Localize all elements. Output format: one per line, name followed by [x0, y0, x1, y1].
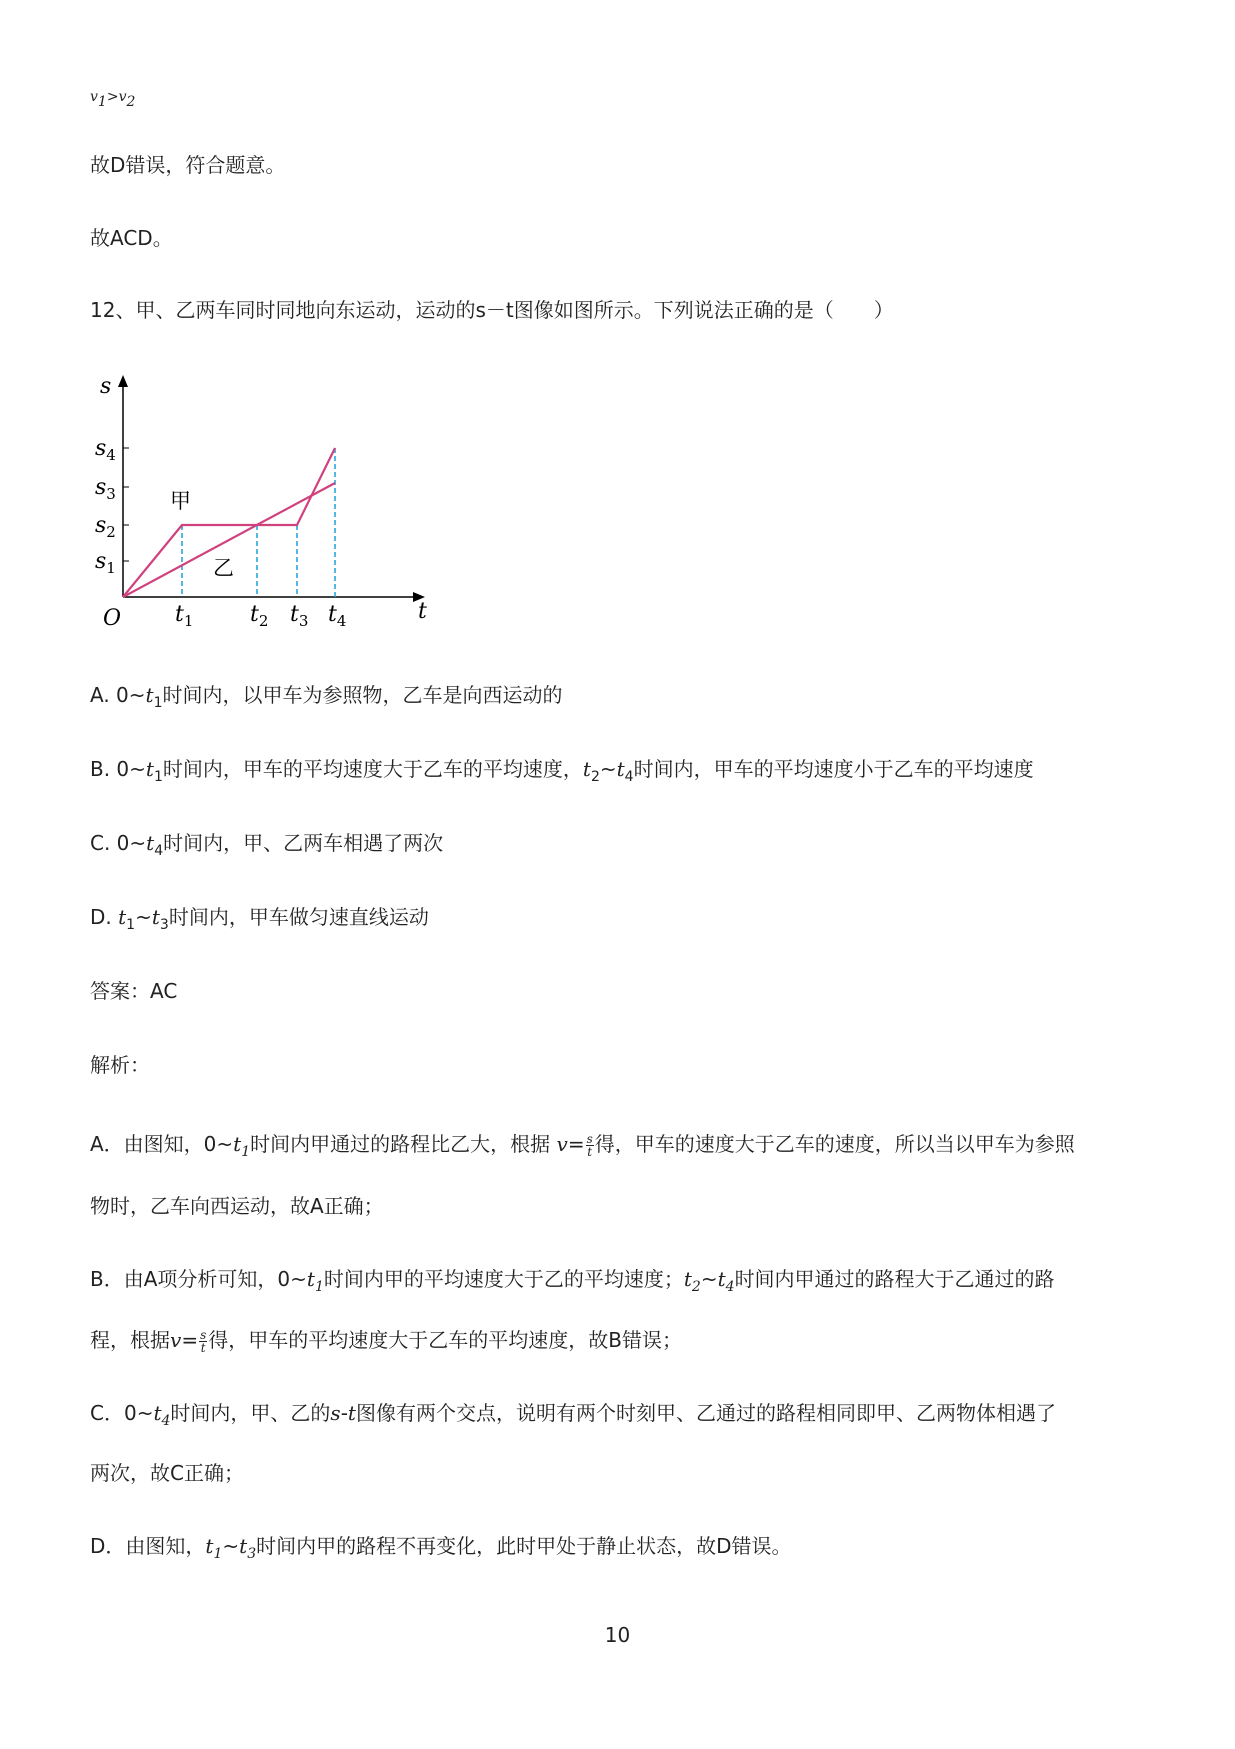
option-d: D. $t_1\sim t_3$时间内，甲车做匀速直线运动 [90, 905, 429, 933]
paragraph-d-wrong: 故D错误，符合题意。 [90, 153, 286, 177]
x-label-t1: $t_1$ [175, 602, 194, 630]
y-label-s2: $s_2$ [95, 513, 116, 541]
origin-label: O [103, 606, 122, 631]
velocity-compare: $v_1>v_2$ [90, 89, 136, 110]
question-12: 12、甲、乙两车同时同地向东运动，运动的s－t图像如图所示。下列说法正确的是（ ） [90, 298, 894, 322]
option-b: B. $0\sim t_1$时间内，甲车的平均速度大于乙车的平均速度，$t_2\sim t_4$时间内，甲车的平均速度小于乙车的平均速度 [90, 757, 1034, 785]
answer: 答案：AC [90, 979, 178, 1003]
explanation-d: D．由图知，$t_1\sim t_3$时间内甲的路程不再变化，此时甲处于静止状态，故D错误。 [90, 1534, 792, 1562]
page-number: 10 [604, 1623, 631, 1647]
axis-label-s: s [100, 374, 112, 399]
x-label-t2: $t_2$ [250, 602, 269, 630]
y-label-s4: $s_4$ [95, 436, 116, 464]
paragraph-acd: 故ACD。 [90, 226, 173, 250]
x-label-t4: $t_4$ [328, 602, 347, 630]
y-label-s3: $s_3$ [95, 475, 116, 503]
axis-label-t: t [418, 599, 427, 624]
x-label-t3: $t_3$ [290, 602, 309, 630]
explanation-a-line1: A．由图知，$0\sim t_1$时间内甲通过的路程比乙大，根据 v= $\frac{s}{t}$ 得，甲车的速度大于乙车的速度，所以当以甲车为参照 [90, 1132, 1075, 1160]
analysis-heading: 解析： [90, 1053, 150, 1077]
explanation-c-line2: 两次，故C正确； [90, 1461, 244, 1485]
y-label-s1: $s_1$ [95, 549, 116, 577]
label-yi: 乙 [213, 556, 234, 580]
st-graph [95, 365, 435, 645]
explanation-b-line2: 程，根据v= $\frac{s}{t}$ 得，甲车的平均速度大于乙车的平均速度，故B错误； [90, 1328, 682, 1355]
explanation-c-line1: C．$0\sim t_4$时间内，甲、乙的s-t图像有两个交点，说明有两个时刻甲、乙通过的路程相同即甲、乙两物体相遇了 [90, 1401, 1056, 1429]
option-c: C. $0\sim t_4$时间内，甲、乙两车相遇了两次 [90, 831, 444, 859]
option-a: A. $0\sim t_1$时间内，以甲车为参照物，乙车是向西运动的 [90, 683, 563, 711]
explanation-b-line1: B．由A项分析可知，$0\sim t_1$时间内甲的平均速度大于乙的平均速度；$t_2\sim t_4$时间内甲通过的路程大于乙通过的路 [90, 1267, 1055, 1295]
fraction-s-over-t: $\frac{s}{t}$ [586, 1132, 593, 1159]
explanation-a-line2: 物时，乙车向西运动，故A正确； [90, 1194, 384, 1218]
y-axis-arrow [118, 375, 128, 387]
guide-lines [182, 448, 335, 597]
label-jia: 甲 [170, 489, 191, 513]
fraction-s-over-t: $\frac{s}{t}$ [200, 1328, 207, 1355]
